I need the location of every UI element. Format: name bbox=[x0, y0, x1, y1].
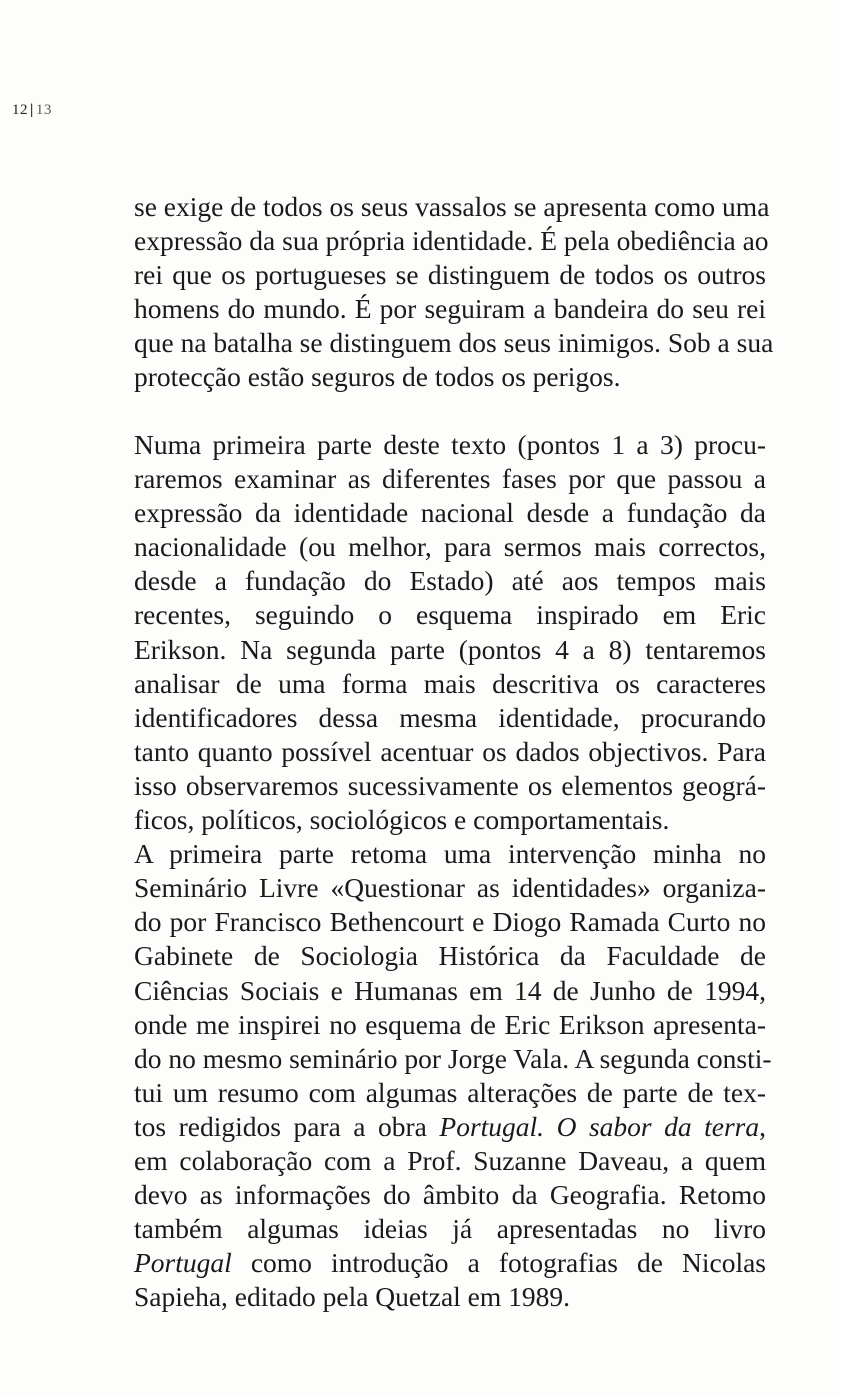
text-line-with-title bbox=[134, 1246, 766, 1280]
text-line: expressão da identidade nacional desde a fundação da bbox=[134, 497, 766, 529]
text-line: devo as informações do âmbito da Geografia. Retomo bbox=[134, 1179, 766, 1211]
text-line: homens do mundo. É por seguiram a bandeira do seu rei bbox=[134, 293, 766, 325]
text-line: recentes, seguindo o esquema inspirado em Eric bbox=[134, 599, 766, 631]
paragraph-2 bbox=[134, 428, 772, 1314]
page-number-left: 12 bbox=[12, 102, 28, 118]
text-line: em colaboração com a Prof. Suzanne Daveau, a quem bbox=[134, 1144, 766, 1176]
text-line: A primeira parte retoma uma intervenção minha no bbox=[134, 838, 766, 870]
text-line: do por Francisco Bethencourt e Diogo Ramada Curto no bbox=[134, 906, 766, 938]
text-line: expressão da sua própria identidade. É pela obediência ao bbox=[134, 225, 769, 257]
text-line-with-title bbox=[134, 1110, 766, 1144]
text-line: isso observaremos sucessivamente os elementos geográ- bbox=[134, 769, 766, 801]
text-line: raremos examinar as diferentes fases por que passou a bbox=[134, 463, 766, 495]
text-line: Seminário Livre «Questionar as identidades» organiza- bbox=[134, 872, 766, 904]
paragraph-1 bbox=[134, 190, 774, 395]
text-line: tanto quanto possível acentuar os dados objectivos. Para bbox=[134, 735, 766, 767]
text-fragment: como introdução a fotografias de Nicolas bbox=[231, 1247, 766, 1279]
text-line: do no mesmo seminário por Jorge Vala. A segunda consti- bbox=[134, 1042, 772, 1074]
text-line: tui um resumo com algumas alterações de parte de tex- bbox=[134, 1076, 766, 1108]
text-line: também algumas ideias já apresentadas no livro bbox=[134, 1213, 766, 1245]
text-line: ficos, políticos, sociológicos e comportamentais. bbox=[134, 804, 670, 836]
text-line: Sapieha, editado pela Quetzal em 1989. bbox=[134, 1281, 571, 1313]
text-line: nacionalidade (ou melhor, para sermos mais correctos, bbox=[134, 531, 766, 563]
text-line: Erikson. Na segunda parte (pontos 4 a 8) tentaremos bbox=[134, 633, 766, 665]
text-line: protecção estão seguros de todos os perigos. bbox=[134, 361, 621, 393]
text-line: rei que os portugueses se distinguem de todos os outros bbox=[134, 259, 766, 291]
text-fragment: , bbox=[759, 1110, 767, 1142]
text-line: se exige de todos os seus vassalos se apresenta como uma bbox=[134, 191, 770, 222]
text-fragment: tos redigidos para a obra bbox=[134, 1110, 440, 1142]
text-line: onde me inspirei no esquema de Eric Erikson apresenta- bbox=[134, 1008, 766, 1040]
text-line: que na batalha se distinguem dos seus inimigos. Sob a sua bbox=[134, 327, 774, 359]
text-line: identificadores dessa mesma identidade, procurando bbox=[134, 701, 766, 733]
page-number-separator: | bbox=[30, 102, 34, 118]
text-line: desde a fundação do Estado) até aos tempos mais bbox=[134, 565, 766, 597]
page-number bbox=[12, 102, 52, 119]
text-line: Gabinete de Sociologia Histórica da Faculdade de bbox=[134, 940, 766, 972]
page-number-right: 13 bbox=[35, 102, 52, 118]
text-line: Numa primeira parte deste texto (pontos 1 a 3) procu- bbox=[134, 429, 766, 460]
text-line: Ciências Sociais e Humanas em 14 de Junho de 1994, bbox=[134, 974, 766, 1006]
text-line: analisar de uma forma mais descritiva os caracteres bbox=[134, 667, 766, 699]
book-title: Portugal. O sabor da terra bbox=[439, 1110, 760, 1142]
book-title: Portugal bbox=[134, 1247, 232, 1279]
